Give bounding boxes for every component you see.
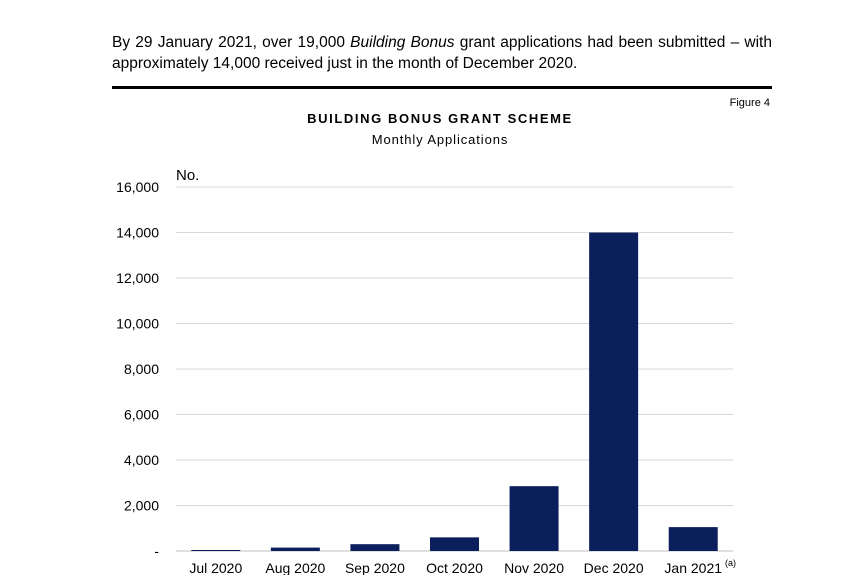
y-axis-label: No. bbox=[176, 167, 200, 184]
bar bbox=[350, 544, 399, 551]
x-tick-label: Jan 2021 bbox=[664, 560, 723, 575]
x-tick-label: Jul 2020 bbox=[189, 560, 243, 575]
x-tick-label: Aug 2020 bbox=[265, 560, 326, 575]
x-tick-label: Sep 2020 bbox=[344, 560, 405, 575]
x-tick-label: Dec 2020 bbox=[583, 560, 644, 575]
chart-title: BUILDING BONUS GRANT SCHEME bbox=[307, 111, 573, 126]
bar bbox=[510, 486, 559, 551]
y-tick-label: 2,000 bbox=[123, 497, 159, 514]
y-tick-label: - bbox=[154, 543, 159, 559]
y-tick-label: 8,000 bbox=[123, 361, 159, 377]
bar bbox=[669, 527, 718, 551]
intro-emphasis: Building Bonus bbox=[350, 34, 455, 51]
bar bbox=[191, 550, 240, 551]
y-tick-label: 10,000 bbox=[116, 315, 159, 332]
bar bbox=[271, 548, 320, 551]
y-tick-label: 6,000 bbox=[123, 406, 159, 423]
chart-subtitle: Monthly Applications bbox=[371, 132, 509, 147]
x-tick-footnote: (a) bbox=[725, 558, 737, 568]
intro-text-end: grant applications had been submitted – with approximately 14,000 received just in the month of December 2020. bbox=[112, 34, 772, 72]
y-tick-label: 12,000 bbox=[116, 270, 159, 286]
y-tick-label: 4,000 bbox=[123, 452, 159, 468]
bar bbox=[430, 537, 479, 551]
x-tick-label: Nov 2020 bbox=[504, 560, 565, 575]
y-tick-label: 16,000 bbox=[116, 179, 159, 195]
bar bbox=[589, 233, 638, 552]
y-tick-label: 14,000 bbox=[116, 224, 159, 241]
intro-text-start: By 29 January 2021, over 19,000 bbox=[112, 34, 351, 51]
x-tick-label: Oct 2020 bbox=[426, 560, 483, 575]
figure-label: Figure 4 bbox=[729, 97, 770, 109]
